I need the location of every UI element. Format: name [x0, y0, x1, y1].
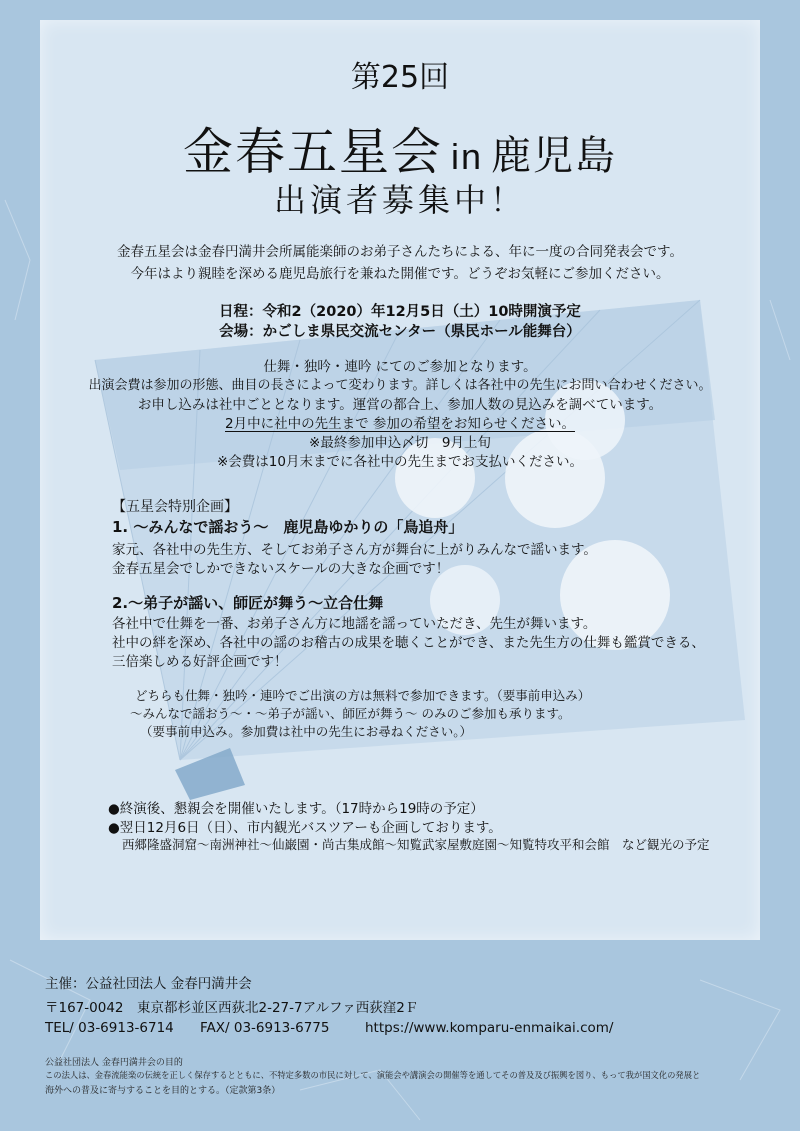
schedule-venue: 会場：かごしま県民交流センター（県民ホール能舞台）	[219, 324, 581, 340]
special-heading: 【五星会特別企画】	[112, 499, 238, 515]
special-item-2-line: 各社中で仕舞を一番、お弟子さん方に地謡を謡っていただき、先生が舞います。	[112, 616, 597, 632]
participation-line-2: 出演会費は参加の形態、曲目の長さによって変わります。詳しくは各社中の先生にお問い合わせください。	[88, 378, 712, 393]
website-link[interactable]: https://www.komparu-enmaikai.com/	[365, 1020, 614, 1036]
purpose-title: 公益社団法人 金春円満井会の目的	[45, 1058, 183, 1068]
final-deadline: ※最終参加申込〆切 9月上旬	[309, 435, 491, 451]
place-name: 鹿児島	[491, 133, 618, 179]
special-item-2-title: 2.～弟子が謡い、師匠が舞う～立合仕舞	[112, 594, 384, 612]
event-name: 金春五星会	[182, 123, 443, 181]
intro-line-2: 今年はより親睦を深める鹿児島旅行を兼ねた開催です。どうぞお気軽にご参加ください。	[130, 266, 670, 282]
special-item-1-line: 金春五星会でしかできないスケールの大きな企画です！	[112, 561, 450, 577]
fax-number: FAX/ 03-6913-6775	[200, 1020, 330, 1036]
special-item-1-line: 家元、各社中の先生方、そしてお弟子さん方が舞台に上がりみんなで謡います。	[112, 542, 597, 558]
intro-line-1: 金春五星会は金春円満井会所属能楽師のお弟子さんたちによる、年に一度の合同発表会です。	[117, 244, 683, 260]
participation-line-3: お申し込みは社中ごととなります。運営の都合上、参加人数の見込みを調べています。	[137, 397, 663, 413]
phone-number: TEL/ 03-6913-6714	[45, 1020, 174, 1036]
page-title	[0, 112, 800, 184]
purpose-text-1: この法人は、金春流能楽の伝統を正しく保存するとともに、不特定多数の市民に対して、演能会や講演会の開催等を通してその普及及び振興を図り、もって我が国文化の発展と	[45, 1070, 701, 1080]
special-note: どちらも仕舞・独吟・連吟でご出演の方は無料で参加できます。（要事前申込み）	[135, 688, 591, 703]
schedule-date: 日程：令和2（2020）年12月5日（土）10時開演予定	[219, 304, 581, 320]
in-word: in	[450, 136, 484, 177]
fee-payment-note: ※会費は10月末までに各社中の先生までお支払いください。	[217, 454, 583, 470]
special-note: （要事前申込み。参加費は社中の先生にお尋ねください。）	[140, 724, 473, 739]
purpose-text-2: 海外への普及に寄与することを目的とする。（定款第3条）	[45, 1086, 281, 1096]
address: 〒167-0042 東京都杉並区西荻北2-27-7アルファ西荻窪2Ｆ	[45, 1000, 419, 1016]
special-item-1-title: 1. ～みんなで謡おう～ 鹿児島ゆかりの「鳥追舟」	[112, 518, 464, 536]
reception-info: ●終演後、懇親会を開催いたします。（17時から19時の予定）	[108, 801, 484, 817]
bus-tour-info: ●翌日12月6日（日）、市内観光バスツアーも企画しております。	[108, 820, 502, 836]
sightseeing-route: 西郷隆盛洞窟～南洲神社～仙巌園・尚古集成館～知覧武家屋敷庭園～知覧特攻平和会館 など観光の予定	[122, 837, 710, 852]
edition-label: 第25回	[350, 60, 450, 95]
participation-line-1: 仕舞・独吟・連吟 にてのご参加となります。	[263, 359, 537, 375]
special-item-2-line: 三倍楽しめる好評企画です！	[112, 654, 288, 670]
participation-deadline-note: 2月中に社中の先生まで 参加の希望をお知らせください。	[225, 416, 575, 432]
special-item-2-line: 社中の絆を深め、各社中の謡のお稽古の成果を聴くことができ、また先生方の仕舞も鑑賞できる、	[112, 635, 705, 651]
recruit-heading: 出演者募集中！	[273, 181, 526, 219]
special-note: ～みんなで謡おう～・～弟子が謡い、師匠が舞う～ のみのご参加も承ります。	[130, 706, 571, 721]
organizer: 主催：公益社団法人 金春円満井会	[45, 976, 252, 992]
